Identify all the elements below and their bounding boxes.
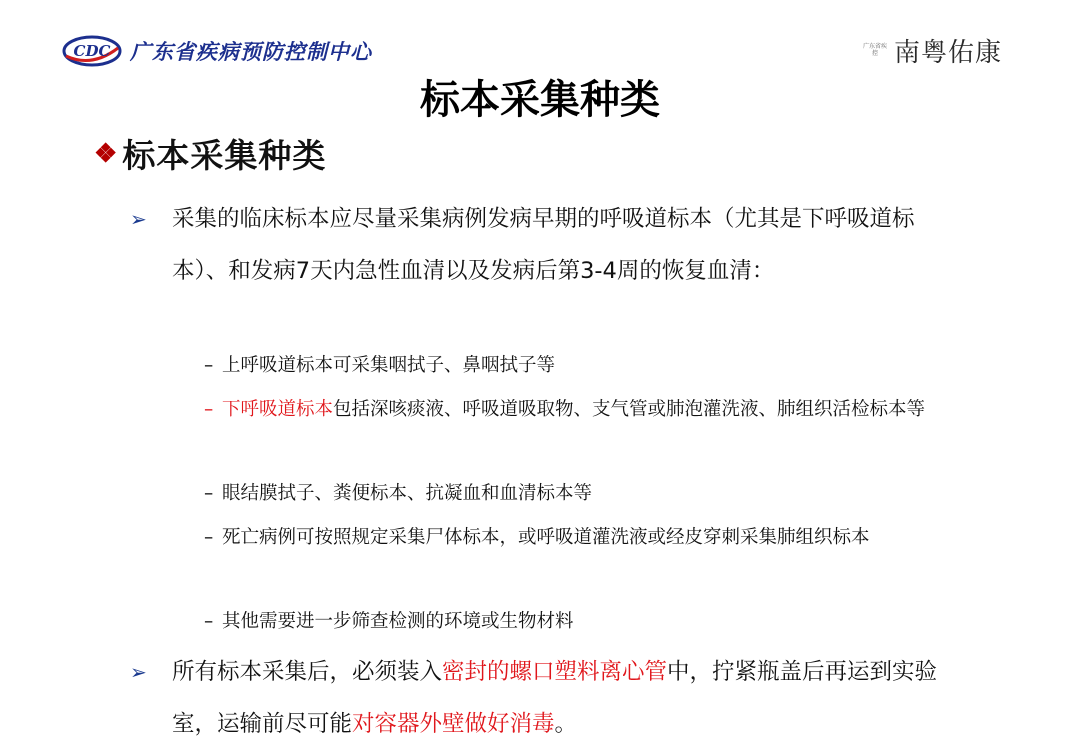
sub-text-5: 其他需要进一步筛查检测的环境或生物材料 xyxy=(222,611,574,632)
cdc-logo-text: CDC xyxy=(73,42,111,60)
dash-bullet: – xyxy=(204,611,214,632)
cdc-logo-icon xyxy=(62,34,122,68)
bullet-text-2 xyxy=(172,646,950,750)
dash-bullet: – xyxy=(204,355,214,376)
sub-item-3 xyxy=(204,474,934,514)
bullet-2-highlight-2: 对容器外壁做好消毒 xyxy=(352,711,555,737)
sub-text-2-highlight: 下呼吸道标本 xyxy=(222,399,334,420)
arrow-bullet-icon: ➢ xyxy=(130,207,147,231)
arrow-bullet-icon: ➢ xyxy=(130,660,147,684)
bullet-2-part-2: 中，拧紧瓶盖后再运到实验室，运输前尽可能 xyxy=(172,659,938,737)
dash-bullet: – xyxy=(204,399,214,420)
motto-text: 南粤佑康 xyxy=(893,37,1002,68)
sub-item-1 xyxy=(204,346,934,386)
bullet-text-1: 采集的临床标本应尽量采集病例发病早期的呼吸道标本（尤其是下呼吸道标本）、和发病7天内急性血清以及发病后第3-4周的恢复血清： xyxy=(172,206,915,284)
seal-text: 广东省疾控 xyxy=(862,43,887,57)
bullet-item-1 xyxy=(130,193,950,297)
page-title: 标本采集种类 xyxy=(420,77,660,123)
motto-logo xyxy=(862,32,1002,68)
sub-item-4 xyxy=(204,518,934,558)
sub-text-2-rest: 包括深咳痰液、呼吸道吸取物、支气管或肺泡灌洗液、肺组织活检标本等 xyxy=(333,399,926,420)
sub-text-4: 死亡病例可按照规定采集尸体标本，或呼吸道灌洗液或经皮穿刺采集肺组织标本 xyxy=(222,527,870,548)
sub-item-5 xyxy=(204,602,934,642)
bullet-2-part-1: 所有标本采集后，必须装入 xyxy=(172,659,443,685)
org-name: 广东省疾病预防控制中心 xyxy=(130,39,372,64)
bullet-2-part-3: 。 xyxy=(554,711,578,737)
dash-bullet: – xyxy=(204,527,214,548)
sub-text-2 xyxy=(222,390,934,430)
sub-item-2 xyxy=(204,390,934,430)
cdc-logo xyxy=(62,32,372,70)
section-heading-text: 标本采集种类 xyxy=(122,136,327,175)
diamond-bullet-icon: ❖ xyxy=(94,138,119,169)
sub-text-3: 眼结膜拭子、粪便标本、抗凝血和血清标本等 xyxy=(222,483,593,504)
bullet-item-2 xyxy=(130,646,950,750)
section-heading xyxy=(94,130,326,177)
sub-text-1: 上呼吸道标本可采集咽拭子、鼻咽拭子等 xyxy=(222,355,556,376)
bullet-2-highlight-1: 密封的螺口塑料离心管 xyxy=(442,659,668,685)
dash-bullet: – xyxy=(204,483,214,504)
